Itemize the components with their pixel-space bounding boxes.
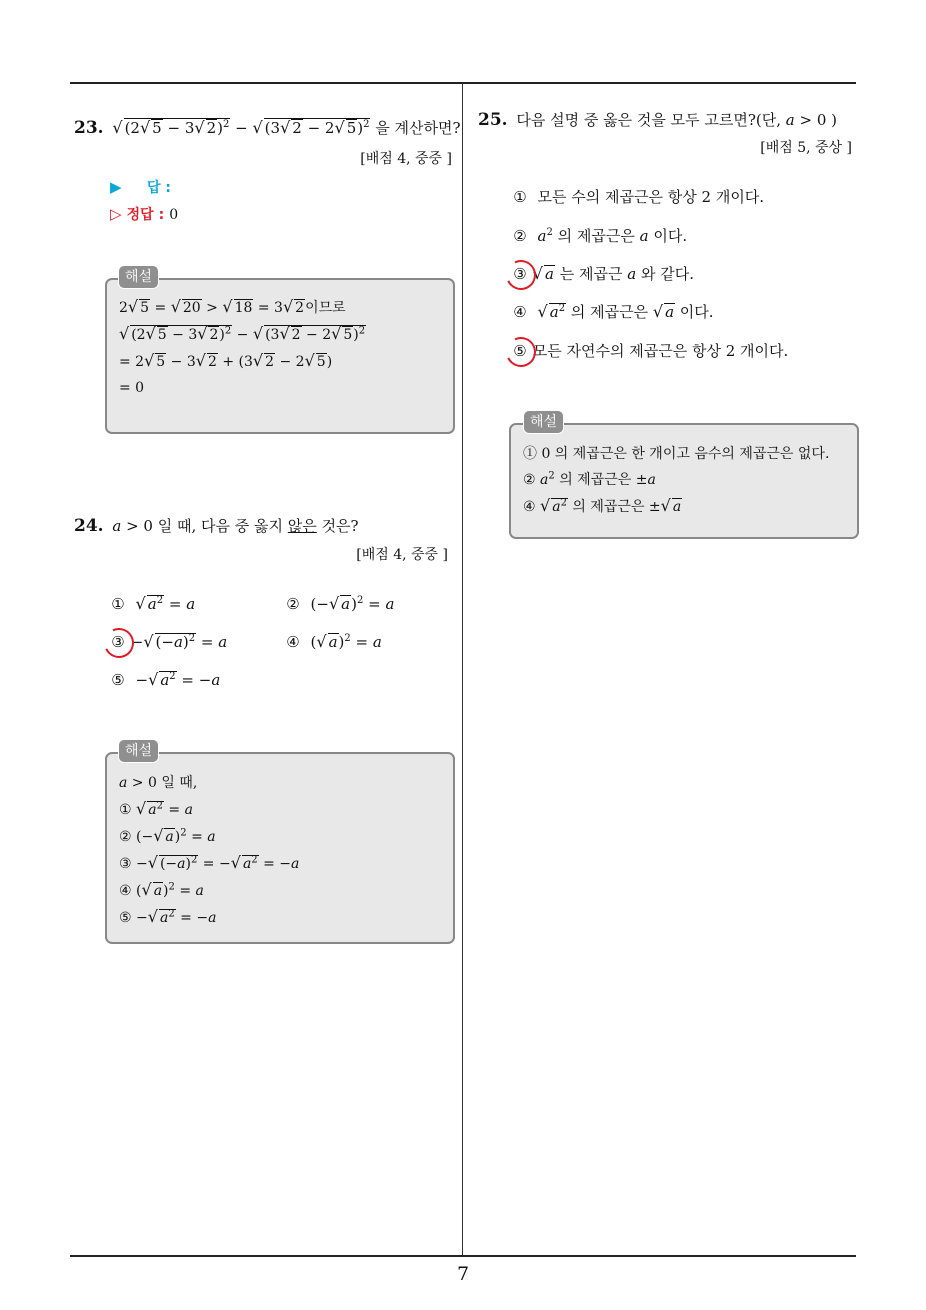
choice-mark: ① [119,802,132,818]
q25-solution-line-3: ④ √ $a^2$ 의 제곱근은 ±√ a [523,496,682,515]
choice-text: 모든 수의 제곱근은 항상 2 개이다. [537,188,765,206]
choice-mark: ② [286,595,300,613]
column-divider [462,84,463,1256]
q24-choice-4[interactable]: ④ (√ a)$^2$ = a [286,632,382,651]
q24-stem-post: 것은? [321,517,359,535]
q23-solution-line-1: 2√ 5 = √ 20 > √ 18 = 3√ 2이므로 [119,297,346,316]
q24-number: 24. [74,516,104,536]
q25-choice-2[interactable]: ② $a^2$ 의 제곱근은 a 이다. [513,227,688,245]
choice-text: 이다. [653,227,688,245]
q24-choice-5[interactable]: ⑤ −√ $a^2 = -a$ [111,670,221,689]
choice-mark: ⑤ [111,671,125,689]
q25-solution-line-1: ① 0 의 제곱근은 한 개이고 음수의 제곱근은 없다. [523,446,830,462]
q23-suffix: 을 계산하면? [375,119,461,137]
choice-mark: ⑤ [119,910,132,926]
q23-correct-row [110,204,178,224]
correct-label: 정답 : [126,207,165,223]
choice-mark: ② [513,227,527,245]
q24-stem-underline: 않은 [287,517,317,535]
q23-solution-tail: 이므로 [305,300,346,316]
q24-solution-line-3: ② (−√ a)$^2$ = a [119,826,216,845]
q25-stem-text: 다음 설명 중 옳은 것을 모두 고르면?(단, [516,111,781,129]
q23-solution-line-3: = 2√ 5 − 3√ 2 + (3√ 2 − 2√ 5) [119,351,333,370]
q24-solution-tag: 해설 [118,739,159,763]
q24-solution-line-4: ③ −√ $(-a)^2$ = −√ $a^2 = -a$ [119,853,300,872]
solution-text: 의 제곱근은 [572,499,645,515]
q25-stem: 25. 다음 설명 중 옳은 것을 모두 고르면?(단, a > 0 ) [478,110,837,130]
correct-arrow-icon: ▷ [110,205,122,223]
q24-solution-line-5: ④ (√ a)$^2$ = a [119,880,204,899]
q25-choice-3[interactable]: ③ √ a 는 제곱근 a 와 같다. [513,264,694,283]
choice-mark: ④ [119,883,132,899]
choice-mark: ④ [286,633,300,651]
choice-mark: ② [523,472,536,488]
q24-solution-line-2: ① √ $a^2 = a$ [119,799,193,818]
q24-meta: [배점 4, 중중 ] [356,547,448,563]
header-rule [70,82,856,84]
q24-solution-line-1: a > 0 일 때, [119,775,198,791]
q23-answer-row [110,177,171,197]
answer-label: 답 : [146,180,171,196]
q25-number: 25. [478,110,508,130]
q23-number: 23. [74,118,104,138]
q24-choice-2[interactable]: ② (−√ a)$^2$ = a [286,594,395,613]
choice-text: 의 제곱근은 [570,303,649,321]
q23-solution-box [105,278,455,434]
q24-stem-pre: 일 때, 다음 중 옳지 [157,517,284,535]
q23-meta: [배점 4, 중중 ] [360,151,452,167]
q23-solution-line-2: √ (2√ 5 − 3√ 2)$^2$ − √ (3√ 2 − 2√ 5)$^2$ [119,324,366,343]
choice-text: 이다. [679,303,714,321]
q25-solution-box [509,423,859,539]
q24-solution-first: 일 때, [161,775,198,791]
choice-text: 모든 자연수의 제곱근은 항상 2 개이다. [532,342,789,360]
q25-solution-line-2: ② $a^2$ 의 제곱근은 ±a [523,470,656,488]
q25-meta: [배점 5, 중상 ] [760,140,852,156]
page-number: 7 [456,1263,470,1285]
choice-mark: ① [111,595,125,613]
correct-value: 0 [169,207,179,223]
choice-text: 는 제곱근 [559,265,623,283]
q24-stem: 24. a > 0 일 때, 다음 중 옳지 않은 것은? [74,516,359,536]
choice-text: 와 같다. [640,265,694,283]
q23-solution-line-4: = 0 [119,380,145,396]
choice-mark: ② [119,829,132,845]
answer-arrow-icon: ▶ [110,178,122,196]
solution-text: 의 제곱근은 [559,472,632,488]
selected-circle-icon: ⑤ [513,342,527,360]
q25-solution-tag: 해설 [523,410,564,434]
selected-circle-icon: ③ [513,265,527,283]
q25-choice-5[interactable] [512,340,788,361]
q24-solution-line-6: ⑤ −√ $a^2 = -a$ [119,907,217,926]
choice-mark: ④ [523,499,536,515]
choice-mark: ④ [513,303,527,321]
q24-choice-3[interactable]: ③ −√ $(-a)^2 = a$ [111,632,228,651]
footer-rule [70,1255,856,1257]
choice-text: 의 제곱근은 [557,227,635,245]
choice-mark: ① [513,188,527,206]
q24-solution-box [105,752,455,944]
q23-solution-tag: 해설 [118,265,159,289]
q25-choice-1[interactable] [512,186,764,207]
q25-choice-4[interactable]: ④ √ $a^2$ 의 제곱근은 √ a 이다. [513,302,714,321]
selected-circle-icon: ③ [111,633,125,651]
choice-mark: ③ [119,856,132,872]
q23-stem: 23. √ (2√ 5 − 3√ 2)$^2$ − √ (3√ 2 − 2√ 5)$^2$ 을 계산하면? [74,118,461,138]
q24-choice-1[interactable]: ① √ $a^2 = a$ [111,594,196,613]
